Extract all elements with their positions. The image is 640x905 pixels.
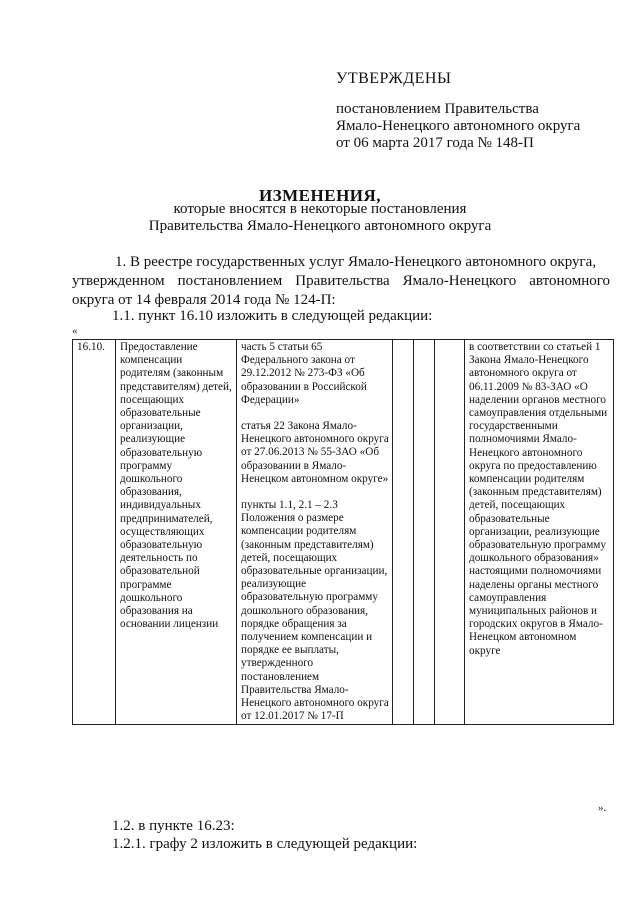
cell-empty bbox=[435, 340, 465, 725]
quote-open-mark: « bbox=[72, 325, 78, 337]
cell-empty bbox=[414, 340, 435, 725]
paragraph-1-1: 1.1. пункт 16.10 изложить в следующей редакции: bbox=[112, 308, 433, 324]
cell-service: Предоставление компенсации родителям (законным представителям) детей, посещающих образовательные организации, реализующие образовательную программу дошкольного образования, индивидуальных предпринимателей, осуществляющих образовательную деятельность по образовательной программе дошкольного образования на основании лицензии bbox=[116, 340, 237, 725]
cell-authority: в соответствии со статьей 1 Закона Ямало-Ненецкого автономного округа от 06.11.2009 № 83-ЗАО «О наделении органов местного самоуправления отдельными государственными полномочиями Ямало-Ненецкого автономного округа по предоставлению компенсации родителям (законным представителям) детей, посещающих образовательные организации, реализующие образовательную программу дошкольного образования» настоящими полномочиями наделены органы местного самоуправления муниципальных районов и городских округов в Ямало-Ненецком автономном округе bbox=[465, 340, 614, 725]
paragraph-1-rest: утвержденном постановлением Правительства Ямало-Ненецкого автономного округа от 14 февраля 2014 года № 124-П: bbox=[72, 273, 610, 308]
paragraph-1-first-line: 1. В реестре государственных услуг Ямало-Ненецкого автономного округа, bbox=[115, 254, 597, 270]
quote-close-mark: ». bbox=[598, 802, 607, 814]
approval-heading: УТВЕРЖДЕНЫ bbox=[336, 70, 452, 87]
paragraph-1 bbox=[72, 253, 610, 310]
cell-number: 16.10. bbox=[73, 340, 116, 725]
approval-line: Ямало-Ненецкого автономного округа bbox=[336, 118, 581, 134]
item-1-2: 1.2. в пункте 16.23: bbox=[112, 818, 235, 834]
basis-item: статья 22 Закона Ямало-Ненецкого автономного округа от 27.06.2013 № 55-ЗАО «Об образовании в Ямало-Ненецком автономном округе» bbox=[241, 420, 389, 485]
cell-empty bbox=[393, 340, 414, 725]
approval-block bbox=[336, 70, 580, 152]
cell-basis bbox=[237, 340, 393, 725]
item-1-2-1: 1.2.1. графу 2 изложить в следующей редакции: bbox=[112, 836, 418, 852]
document-title: ИЗМЕНЕНИЯ, bbox=[258, 186, 382, 205]
basis-gap bbox=[241, 407, 389, 420]
table-row bbox=[73, 340, 614, 725]
amendment-table bbox=[72, 339, 614, 725]
approval-line: постановлением Правительства bbox=[336, 101, 539, 117]
subtitle-line: Правительства Ямало-Ненецкого автономного округа bbox=[148, 218, 492, 234]
basis-item: пункты 1.1, 2.1 – 2.3 Положения о размере компенсации родителям (законным представителям) детей, посещающих образовательные организации, реализующие образовательную программу дошкольного образования, порядке обращения за получением компенсации и порядке ее выплаты, утвержденного постановлением Правительства Ямало-Ненецкого автономного округа от 12.01.2017 № 17-П bbox=[241, 499, 389, 723]
basis-gap bbox=[241, 486, 389, 499]
document-subtitle bbox=[0, 201, 640, 235]
basis-item: часть 5 статьи 65 Федерального закона от 29.12.2012 № 273-ФЗ «Об образовании в Российской Федерации» bbox=[241, 341, 367, 406]
approval-line: от 06 марта 2017 года № 148-П bbox=[336, 135, 534, 151]
subtitle-line: которые вносятся в некоторые постановления bbox=[173, 201, 467, 217]
